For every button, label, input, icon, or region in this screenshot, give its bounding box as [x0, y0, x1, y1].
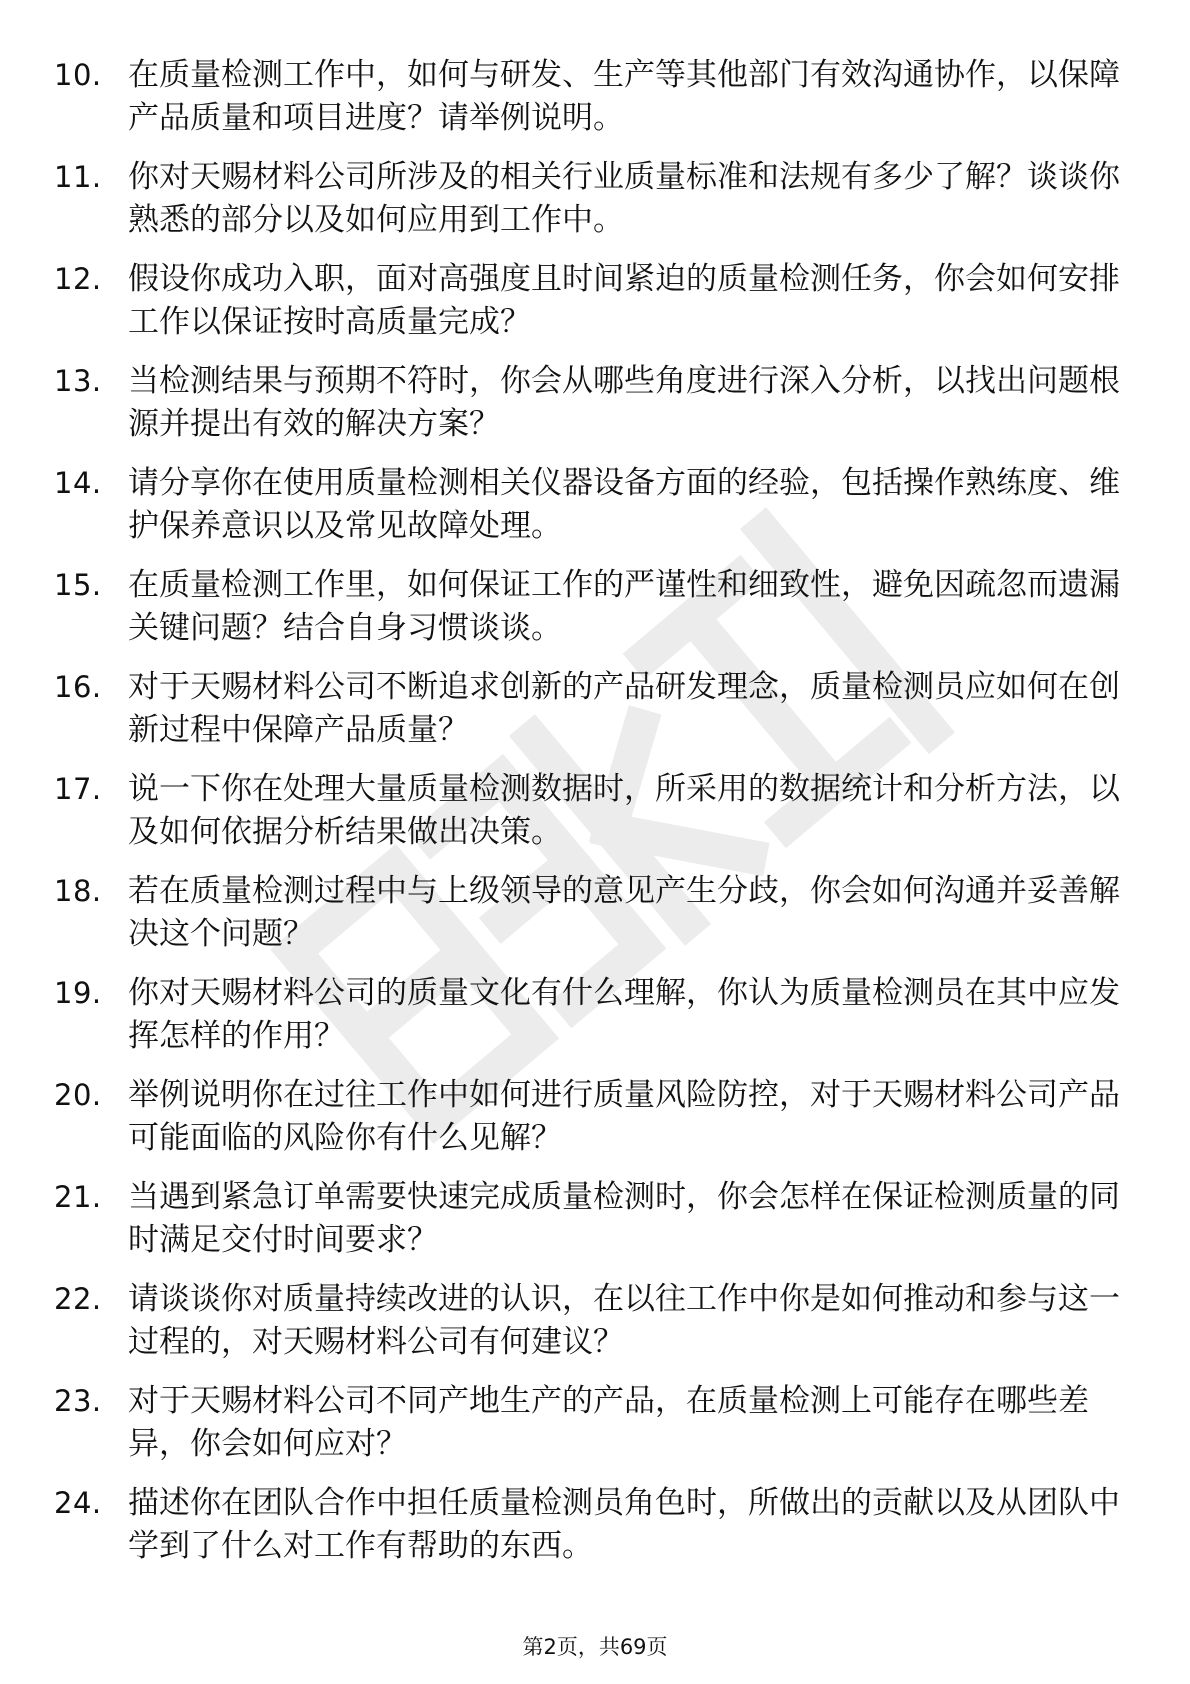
- question-text: 假设你成功入职，面对高强度且时间紧迫的质量检测任务，你会如何安排工作以保证按时高质量完成？: [128, 261, 1120, 340]
- question-text: 对于天赐材料公司不断追求创新的产品研发理念，质量检测员应如何在创新过程中保障产品质量？: [128, 669, 1120, 748]
- question-number: 13.: [54, 364, 102, 398]
- question-text: 你对天赐材料公司的质量文化有什么理解，你认为质量检测员在其中应发挥怎样的作用？: [128, 975, 1120, 1054]
- question-number: 22.: [54, 1282, 102, 1316]
- question-text: 当检测结果与预期不符时，你会从哪些角度进行深入分析，以找出问题根源并提出有效的解决方案？: [128, 363, 1120, 442]
- question-number: 19.: [54, 976, 102, 1010]
- question-item: [0, 1380, 1190, 1482]
- question-text: 若在质量检测过程中与上级领导的意见产生分歧，你会如何沟通并妥善解决这个问题？: [128, 873, 1120, 952]
- question-item: [0, 666, 1190, 768]
- question-text: 请分享你在使用质量检测相关仪器设备方面的经验，包括操作熟练度、维护保养意识以及常见故障处理。: [128, 465, 1120, 544]
- question-text: 当遇到紧急订单需要快速完成质量检测时，你会怎样在保证检测质量的同时满足交付时间要求？: [128, 1179, 1120, 1258]
- question-text: 在质量检测工作里，如何保证工作的严谨性和细致性，避免因疏忽而遗漏关键问题？结合自身习惯谈谈。: [128, 567, 1120, 646]
- question-item: [0, 156, 1190, 258]
- question-item: [0, 462, 1190, 564]
- question-item: [0, 1176, 1190, 1278]
- question-number: 12.: [54, 262, 102, 296]
- question-text: 请谈谈你对质量持续改进的认识，在以往工作中你是如何推动和参与这一过程的，对天赐材料公司有何建议？: [128, 1281, 1120, 1360]
- question-number: 18.: [54, 874, 102, 908]
- question-text: 举例说明你在过往工作中如何进行质量风险防控，对于天赐材料公司产品可能面临的风险你有什么见解？: [128, 1077, 1120, 1156]
- question-text: 对于天赐材料公司不同产地生产的产品，在质量检测上可能存在哪些差异，你会如何应对？: [128, 1383, 1089, 1462]
- question-number: 23.: [54, 1384, 102, 1418]
- question-text: 说一下你在处理大量质量检测数据时，所采用的数据统计和分析方法，以及如何依据分析结果做出决策。: [128, 771, 1120, 850]
- question-text: 描述你在团队合作中担任质量检测员角色时，所做出的贡献以及从团队中学到了什么对工作有帮助的东西。: [128, 1485, 1120, 1564]
- question-item: [0, 54, 1190, 156]
- question-list: [0, 54, 1190, 1584]
- question-number: 17.: [54, 772, 102, 806]
- question-item: [0, 1074, 1190, 1176]
- question-number: 10.: [54, 58, 102, 92]
- question-item: [0, 870, 1190, 972]
- page-footer: 第2页，共69页: [522, 1635, 668, 1659]
- question-number: 15.: [54, 568, 102, 602]
- question-number: 14.: [54, 466, 102, 500]
- question-number: 20.: [54, 1078, 102, 1112]
- question-item: [0, 1482, 1190, 1584]
- question-item: [0, 768, 1190, 870]
- question-item: [0, 360, 1190, 462]
- question-item: [0, 972, 1190, 1074]
- question-number: 16.: [54, 670, 102, 704]
- question-number: 11.: [54, 160, 102, 194]
- question-number: 21.: [54, 1180, 102, 1214]
- question-item: [0, 1278, 1190, 1380]
- question-number: 24.: [54, 1486, 102, 1520]
- question-text: 在质量检测工作中，如何与研发、生产等其他部门有效沟通协作，以保障产品质量和项目进度？请举例说明。: [128, 57, 1120, 136]
- question-item: [0, 564, 1190, 666]
- question-text: 你对天赐材料公司所涉及的相关行业质量标准和法规有多少了解？谈谈你熟悉的部分以及如何应用到工作中。: [128, 159, 1120, 238]
- question-item: [0, 258, 1190, 360]
